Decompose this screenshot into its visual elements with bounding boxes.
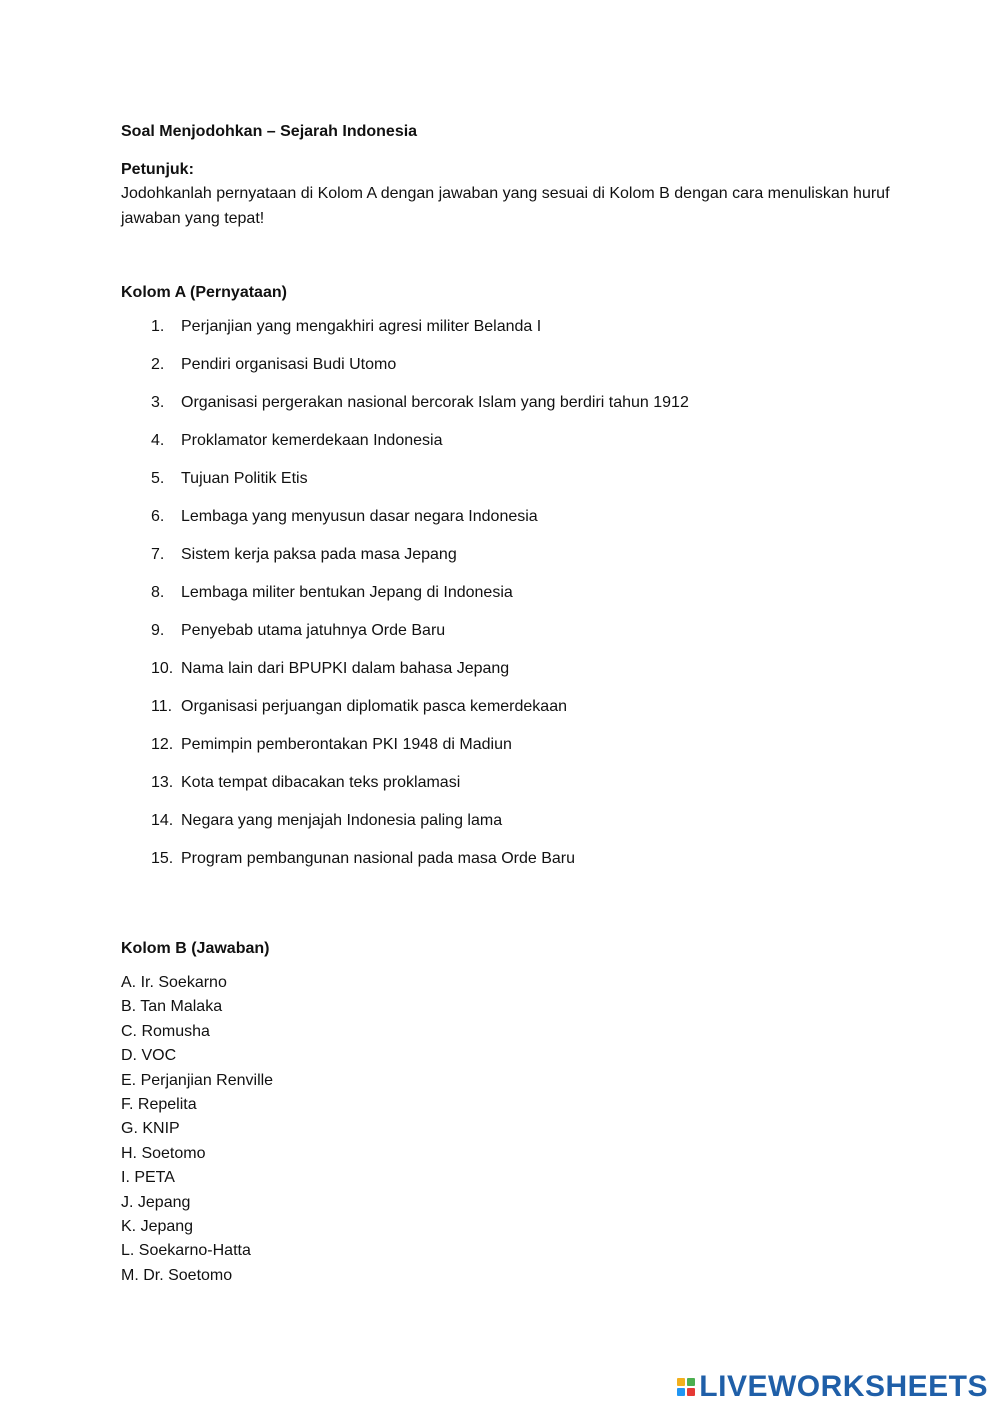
answer-item: G. KNIP — [121, 1120, 180, 1138]
item-number: 4. — [151, 432, 165, 449]
kolom-a-heading: Kolom A (Pernyataan) — [121, 284, 287, 301]
item-number: 7. — [151, 546, 165, 563]
answer-item: H. Soetomo — [121, 1144, 206, 1162]
list-item — [121, 467, 901, 505]
item-number: 13. — [151, 774, 174, 791]
liveworksheets-logo — [677, 1370, 988, 1404]
kolom-b-list — [121, 971, 901, 1288]
list-item — [121, 353, 901, 391]
item-text: Lembaga militer bentukan Jepang di Indonesia — [181, 584, 513, 601]
answer-item: D. VOC — [121, 1047, 177, 1065]
answer-item: A. Ir. Soekarno — [121, 974, 227, 991]
answer-item: K. Jepang — [121, 1218, 194, 1236]
list-item — [121, 733, 901, 771]
instructions-text: Jodohkanlah pernyataan di Kolom A dengan jawaban yang sesuai di Kolom B dengan cara menuliskan huruf jawaban yang tepat! — [121, 185, 890, 227]
item-text: Perjanjian yang mengakhiri agresi militer Belanda I — [181, 318, 542, 335]
answer-item: C. Romusha — [121, 1022, 210, 1040]
answer-item: F. Repelita — [121, 1096, 197, 1114]
item-text: Kota tempat dibacakan teks proklamasi — [181, 774, 461, 791]
item-text: Tujuan Politik Etis — [181, 470, 308, 487]
list-item — [121, 505, 901, 543]
item-text: Lembaga yang menyusun dasar negara Indonesia — [181, 508, 538, 525]
answer-item: J. Jepang — [121, 1193, 191, 1211]
item-text: Pendiri organisasi Budi Utomo — [181, 356, 397, 373]
item-text: Penyebab utama jatuhnya Orde Baru — [181, 622, 446, 639]
list-item — [121, 315, 901, 353]
page-title: Soal Menjodohkan – Sejarah Indonesia — [121, 123, 418, 140]
list-item — [121, 391, 901, 429]
list-item — [121, 619, 901, 657]
list-item — [121, 581, 901, 619]
item-number: 5. — [151, 470, 165, 487]
item-number: 6. — [151, 508, 165, 525]
item-number: 14. — [151, 812, 174, 829]
item-text: Organisasi perjuangan diplomatik pasca kemerdekaan — [181, 698, 567, 715]
logo-square-1 — [677, 1378, 685, 1386]
kolom-b-heading: Kolom B (Jawaban) — [121, 940, 270, 957]
list-item — [121, 657, 901, 695]
item-text: Pemimpin pemberontakan PKI 1948 di Madiun — [181, 736, 512, 753]
item-number: 11. — [151, 698, 173, 715]
list-item — [121, 771, 901, 809]
item-number: 12. — [151, 736, 174, 753]
item-number: 9. — [151, 622, 165, 639]
logo-square-3 — [677, 1388, 685, 1396]
item-number: 10. — [151, 660, 174, 677]
worksheet-page — [121, 120, 901, 1288]
kolom-a-list — [121, 315, 901, 885]
item-text: Proklamator kemerdekaan Indonesia — [181, 432, 443, 449]
list-item — [121, 429, 901, 467]
item-number: 2. — [151, 356, 165, 373]
logo-square-4 — [687, 1388, 695, 1396]
instructions-heading: Petunjuk: — [121, 161, 194, 178]
item-text: Nama lain dari BPUPKI dalam bahasa Jepang — [181, 660, 510, 677]
answer-item: L. Soekarno-Hatta — [121, 1242, 251, 1260]
logo-square-2 — [687, 1378, 695, 1386]
logo-squares-icon — [677, 1378, 695, 1396]
logo-text: LIVEWORKSHEETS — [699, 1370, 988, 1403]
list-item — [121, 847, 901, 885]
answer-item: M. Dr. Soetomo — [121, 1266, 233, 1284]
answer-item: E. Perjanjian Renville — [121, 1071, 274, 1089]
answer-item: I. PETA — [121, 1169, 175, 1187]
item-text: Negara yang menjajah Indonesia paling lama — [181, 812, 503, 829]
item-text: Organisasi pergerakan nasional bercorak Islam yang berdiri tahun 1912 — [181, 394, 689, 411]
item-number: 1. — [151, 318, 165, 335]
list-item — [121, 543, 901, 581]
item-number: 8. — [151, 584, 165, 601]
item-number: 3. — [151, 394, 165, 411]
list-item — [121, 695, 901, 733]
answer-item: B. Tan Malaka — [121, 998, 223, 1016]
item-text: Program pembangunan nasional pada masa Orde Baru — [181, 850, 576, 867]
item-number: 15. — [151, 850, 174, 867]
item-text: Sistem kerja paksa pada masa Jepang — [181, 546, 457, 563]
list-item — [121, 809, 901, 847]
